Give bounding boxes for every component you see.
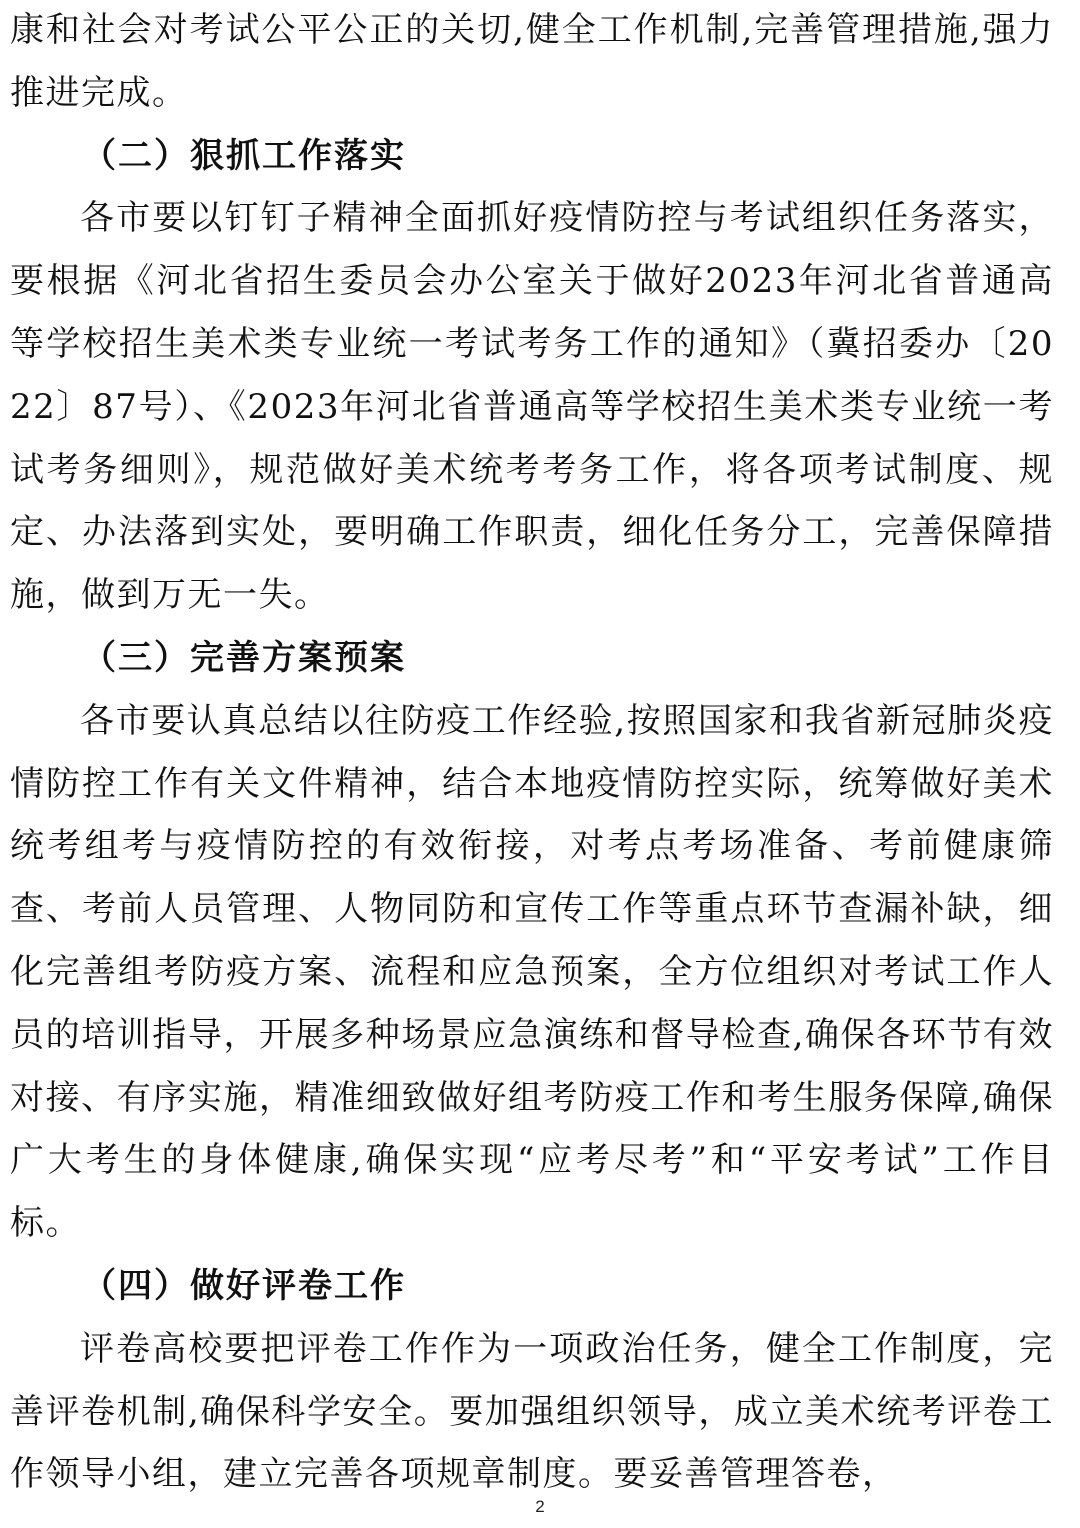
section-heading-3: （三）完善方案预案 — [82, 637, 406, 678]
paragraph-grading-work: 评卷高校要把评卷工作作为一项政治任务，健全工作制度，完善评卷机制,确保科学安全。要加强组织领导，成立美术统考评卷工作领导小组，建立完善各项规章制度。要妥善管理答卷， — [10, 1328, 1054, 1495]
document-body — [10, 0, 1054, 1506]
page-number: 2 — [535, 1497, 545, 1516]
paragraph-continuation: 康和社会对考试公平公正的关切,健全工作机制,完善管理措施,强力推进完成。 — [10, 10, 1054, 113]
section-heading-4: （四）做好评卷工作 — [82, 1265, 406, 1306]
section-heading-2: （二）狠抓工作落实 — [82, 135, 406, 176]
paragraph-contingency-plans: 各市要认真总结以往防疫工作经验,按照国家和我省新冠肺炎疫情防控工作有关文件精神，结合本地疫情防控实际，统筹做好美术统考组考与疫情防控的有效衔接，对考点考场准备、考前健康筛查、考前人员管理、人物同防和宣传工作等重点环节查漏补缺，细化完善组考防疫方案、流程和应急预案，全方位组织对考试工作人员的培训指导，开展多种场景应急演练和督导检查,确保各环节有效对接、有序实施，精准细致做好组考防疫工作和考生服务保障,确保广大考生的身体健康,确保实现“应考尽考”和“平安考试”工作目标。 — [10, 700, 1054, 1244]
paragraph-implementation: 各市要以钉钉子精神全面抓好疫情防控与考试组织任务落实，要根据《河北省招生委员会办公室关于做好2023年河北省普通高等学校招生美术类专业统一考试考务工作的通知》（冀招委办〔2022〕87号）、《2023年河北省普通高等学校招生美术类专业统一考试考务细则》，规范做好美术统考考务工作，将各项考试制度、规定、办法落到实处，要明确工作职责，细化任务分工，完善保障措施，做到万无一失。 — [10, 198, 1054, 616]
